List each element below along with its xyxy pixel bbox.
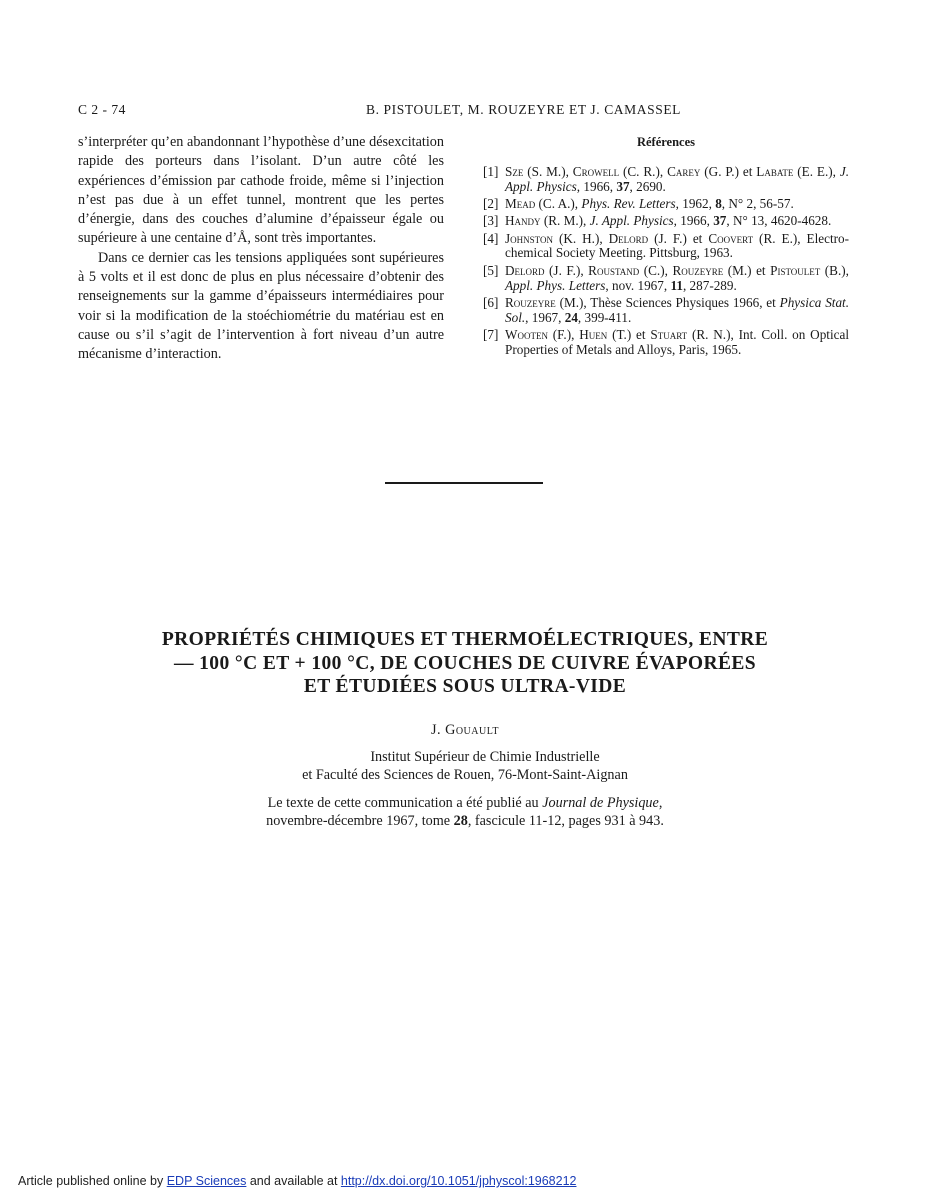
reference-item: [7] Wooten (F.), Huen (T.) et Stuart (R. N.), Int. Coll. on Optical Properties of Metals and Alloys, Paris, 1965. xyxy=(483,326,849,357)
affiliation-line: et Faculté des Sciences de Rouen, 76-Mont-Saint-Aignan xyxy=(302,766,628,783)
reference-item: [1] Sze (S. M.), Crowell (C. R.), Carey (G. P.) et Labate (E. E.), J. Appl. Physics, 1966, 37, 2690. xyxy=(483,164,849,194)
title-line: — 100 °C ET + 100 °C, DE COUCHES DE CUIVRE ÉVAPORÉES xyxy=(173,652,757,674)
title-line: ET ÉTUDIÉES SOUS ULTRA-VIDE xyxy=(303,676,627,697)
running-header-authors: B. PISTOULET, M. ROUZEYRE ET J. CAMASSEL xyxy=(366,102,682,117)
left-column-text xyxy=(78,133,444,365)
paragraph: Dans ce dernier cas les tensions appliquées sont supérieures à 5 volts et il est donc de plus en plus nécessaire d’obtenir des renseignements sur la gamme d’épaisseurs intermédiaires pour voir si la modification de la stoéchiométrie du matériau est en cause ou s’il s’agit de l’intervention à fort niveau d’un autre mécanisme d’interaction. xyxy=(78,249,444,363)
reference-item: [5] Delord (J. F.), Roustand (C.), Rouzeyre (M.) et Pistoulet (B.), Appl. Phys. Letters, nov. 1967, 11, 287-289. xyxy=(483,262,849,293)
title-line: PROPRIÉTÉS CHIMIQUES ET THERMOÉLECTRIQUES, ENTRE xyxy=(161,629,769,650)
reference-item: [2] Mead (C. A.), Phys. Rev. Letters, 1962, 8, N° 2, 56-57. xyxy=(483,196,794,212)
paragraph: s’interpréter qu’en abandonnant l’hypothèse d’une désexcitation rapide des porteurs dans l’isolant. D’un autre côté les expériences d’émission par cathode froide, même si l’injection n’est pas due à un effet tunnel, montrent que les pertes d’énergie, dans des couches d’alumine d’épaisseur égale ou supérieure à une centaine d’Å, sont très importantes. xyxy=(78,134,444,247)
reference-item: [3] Handy (R. M.), J. Appl. Physics, 1966, 37, N° 13, 4620-4628. xyxy=(483,213,832,229)
references-section xyxy=(483,135,849,360)
doi-link[interactable]: http://dx.doi.org/10.1051/jphyscol:1968212 xyxy=(340,1174,577,1188)
publication-note xyxy=(0,795,930,830)
references-heading: Références xyxy=(636,135,696,149)
note-line: novembre-décembre 1967, tome 28, fascicule 11-12, pages 931 à 943. xyxy=(266,812,664,829)
page-number: C 2 - 74 xyxy=(78,102,126,117)
affiliation-line: Institut Supérieur de Chimie Industrielle xyxy=(370,749,600,765)
running-header xyxy=(78,102,858,122)
section-divider xyxy=(385,482,543,484)
publisher-footer: Article published online by EDP Sciences and available at http://dx.doi.org/10.1051/jphyscol:1968212 xyxy=(18,1174,577,1188)
reference-item: [4] Johnston (K. H.), Delord (J. F.) et Coovert (R. E.), Electro-chemical Society Meeting. Pittsburg, 1963. xyxy=(483,230,849,261)
article-author: J. Gouault xyxy=(430,722,500,738)
note-line: Le texte de cette communication a été publié au Journal de Physique, xyxy=(267,795,663,811)
author-affiliation xyxy=(0,749,930,784)
publisher-link[interactable]: EDP Sciences xyxy=(166,1174,247,1188)
reference-item: [6] Rouzeyre (M.), Thèse Sciences Physiques 1966, et Physica Stat. Sol., 1967, 24, 399-411. xyxy=(483,294,850,325)
article-title xyxy=(100,628,830,699)
